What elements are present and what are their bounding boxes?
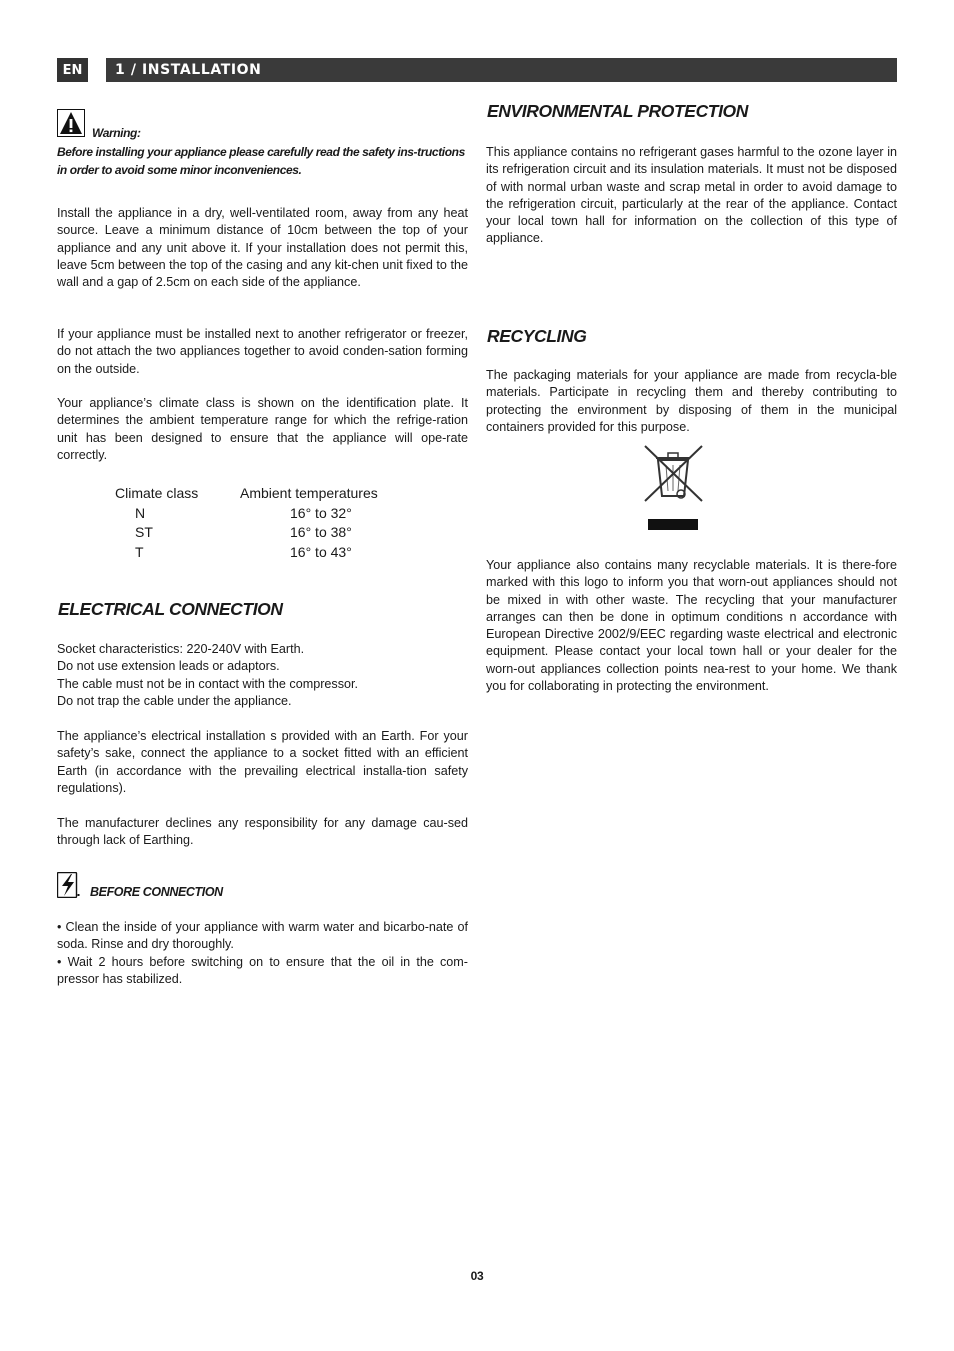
climate-class-table: [115, 484, 378, 562]
before-connection-list: [57, 919, 468, 988]
electrical-lines: Socket characteristics: 220-240V with Earth. Do not use extension leads or adaptors. The cable must not be in contact with the compressor. Do not trap the cable under the appliance.: [57, 642, 359, 708]
recycling-paragraph-1: The packaging materials for your appliance are made from recycla-ble materials. Participate in recycling them and thereby contributing to protecting the environment by disposing of them in the municipal containers provided for this purpose.: [486, 368, 897, 434]
installation-paragraph-3: Your appliance’s climate class is shown on the identification plate. It determines the ambient temperature range for which the refrige-ration unit has been designed to ensure that the appliance will ope-rate correctly.: [57, 396, 468, 462]
electrical-connection-title: ELECTRICAL CONNECTION: [58, 599, 283, 619]
climate-table-row: [115, 504, 378, 524]
warning-text: Before installing your appliance please carefully read the safety ins-tructions in order to avoid some minor inconveniences.: [57, 145, 465, 177]
installation-paragraph-1: Install the appliance in a dry, well-ventilated room, away from any heat source. Leave a minimum distance of 10cm between the top of your appliance and any unit above it. If your installation does not permit this, leave 5cm between the top of the casing and any kit-chen unit fixed to the wall and a gap of 2.5cm on each side of the appliance.: [57, 206, 468, 290]
environmental-paragraph: This appliance contains no refrigerant gases harmful to the ozone layer in its refrigeration circuit and its insulation materials. It must not be disposed of with normal urban waste and scrap metal in order to avoid damage to the refrigeration circuit, particularly at the rear of the appliance. Contact your local town hall for information on the collection of this type of appliance.: [486, 145, 897, 246]
electrical-paragraph-2: The manufacturer declines any responsibility for any damage cau-sed through lack of Earthing.: [57, 816, 468, 848]
installation-paragraph-2: If your appliance must be installed next to another refrigerator or freezer, do not attach the two appliances together to avoid conden-sation forming on the outside.: [57, 327, 468, 376]
climate-class-header: Climate class: [115, 485, 199, 501]
section-header: 1 / INSTALLATION: [106, 58, 897, 82]
temperature-range-cell: 16° to 38°: [290, 524, 352, 540]
list-item: • Clean the inside of your appliance with warm water and bicarbo-nate of soda. Rinse and dry thoroughly.: [57, 920, 468, 952]
electrical-paragraph-1: The appliance’s electrical installation s provided with an Earth. For your safety’s sake, connect the appliance to a socket fitted with an efficient Earth (in accordance with the prevailing electrical installa-tion safety regulations).: [57, 729, 468, 795]
temperature-range-cell: 16° to 32°: [290, 504, 352, 521]
ambient-temperature-header: Ambient temperatures: [240, 485, 378, 501]
environmental-protection-title: ENVIRONMENTAL PROTECTION: [487, 101, 749, 121]
recycling-title: RECYCLING: [487, 326, 587, 346]
language-badge: EN: [57, 58, 88, 82]
list-item: • Wait 2 hours before switching on to ensure that the oil in the com-pressor has stabilized.: [57, 954, 468, 986]
crossed-bin-weee-icon: [640, 441, 706, 533]
climate-class-cell: ST: [135, 524, 153, 540]
lightning-bolt-icon: [57, 872, 81, 898]
temperature-range-cell: 16° to 43°: [290, 543, 352, 560]
page-number: 03: [470, 1269, 484, 1283]
climate-class-cell: N: [135, 504, 146, 521]
warning-label: Warning:: [92, 126, 141, 140]
climate-table-row: [115, 543, 378, 563]
before-connection-label: BEFORE CONNECTION: [90, 885, 223, 899]
climate-table-header: [115, 484, 378, 504]
warning-triangle-icon: [57, 109, 85, 137]
recycling-paragraph-2: Your appliance also contains many recyclable materials. It is there-fore marked with this logo to inform you that worn-out appliances should not be mixed in with other waste. The recycling that your manufacturer arranges can then be done in optimum conditions n accordance with European Directive 2002/9/EEC regarding waste electrical and electronic equipment. Please contact your local town hall or your dealer for the worn-out appliances collection points nea-rest to your home. We thank you for collaborating in protecting the environment.: [486, 558, 897, 694]
climate-class-cell: T: [135, 543, 144, 560]
climate-table-row: [115, 523, 378, 543]
